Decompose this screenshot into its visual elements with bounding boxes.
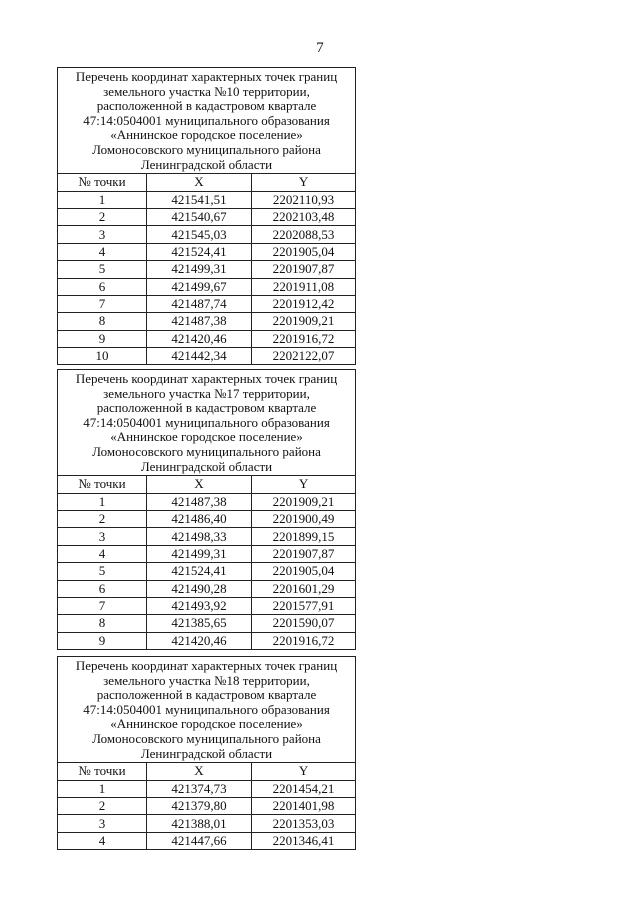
caption-line: «Аннинское городское поселение» xyxy=(110,429,303,445)
x-value-cell: 421487,38 xyxy=(147,493,252,510)
y-coordinate-header: Y xyxy=(252,476,356,493)
table-row xyxy=(58,278,356,295)
caption-line: Ленинградской области xyxy=(140,156,273,172)
point-number-cell: 2 xyxy=(58,208,147,225)
x-value-cell: 421498,33 xyxy=(147,528,252,545)
table-row xyxy=(58,208,356,225)
point-number-cell: 4 xyxy=(58,243,147,260)
y-value-cell: 2201905,04 xyxy=(252,243,356,260)
caption-line: земельного участка №10 территории, xyxy=(103,83,310,99)
caption-line: Перечень координат характерных точек границ xyxy=(75,658,338,673)
caption-line: земельного участка №17 территории, xyxy=(103,385,310,401)
y-value-cell: 2201590,07 xyxy=(252,615,356,632)
table-caption-row xyxy=(58,68,356,174)
coordinates-table-plot-18 xyxy=(57,656,356,850)
table-row xyxy=(58,580,356,597)
point-number-cell: 1 xyxy=(58,780,147,797)
table-row xyxy=(58,261,356,278)
x-value-cell: 421545,03 xyxy=(147,226,252,243)
x-value-cell: 421420,46 xyxy=(147,632,252,649)
x-coordinate-header: X xyxy=(147,174,252,191)
caption-line: «Аннинское городское поселение» xyxy=(110,716,303,732)
point-number-cell: 1 xyxy=(58,493,147,510)
caption-line: Ломоносовского муниципального района xyxy=(92,443,321,459)
point-number-cell: 9 xyxy=(58,330,147,347)
table-row xyxy=(58,563,356,580)
point-number-cell: 5 xyxy=(58,563,147,580)
x-value-cell: 421486,40 xyxy=(147,510,252,527)
y-coordinate-header: Y xyxy=(252,174,356,191)
x-value-cell: 421541,51 xyxy=(147,191,252,208)
x-value-cell: 421487,74 xyxy=(147,295,252,312)
caption-line: 47:14:0504001 муниципального образования xyxy=(83,701,330,717)
y-value-cell: 2202110,93 xyxy=(252,191,356,208)
y-value-cell: 2201907,87 xyxy=(252,261,356,278)
table-caption xyxy=(58,370,356,476)
y-value-cell: 2201909,21 xyxy=(252,493,356,510)
x-value-cell: 421385,65 xyxy=(147,615,252,632)
x-value-cell: 421499,31 xyxy=(147,261,252,278)
coordinates-table-plot-10 xyxy=(57,67,356,365)
table-row xyxy=(58,330,356,347)
point-number-header: № точки xyxy=(58,763,147,780)
caption-line: 47:14:0504001 муниципального образования xyxy=(83,112,330,128)
y-value-cell: 2201454,21 xyxy=(252,780,356,797)
table-row xyxy=(58,545,356,562)
table-header-row xyxy=(58,763,356,780)
x-value-cell: 421379,80 xyxy=(147,797,252,814)
y-value-cell: 2202088,53 xyxy=(252,226,356,243)
caption-line: расположенной в кадастровом квартале xyxy=(96,687,317,703)
caption-line: «Аннинское городское поселение» xyxy=(110,127,303,143)
table-row xyxy=(58,615,356,632)
table-caption-row xyxy=(58,657,356,763)
y-value-cell: 2201900,49 xyxy=(252,510,356,527)
y-value-cell: 2201907,87 xyxy=(252,545,356,562)
x-value-cell: 421524,41 xyxy=(147,563,252,580)
x-value-cell: 421540,67 xyxy=(147,208,252,225)
y-value-cell: 2202103,48 xyxy=(252,208,356,225)
y-value-cell: 2201905,04 xyxy=(252,563,356,580)
point-number-cell: 3 xyxy=(58,226,147,243)
point-number-cell: 5 xyxy=(58,261,147,278)
table-row xyxy=(58,348,356,365)
table-row xyxy=(58,528,356,545)
x-value-cell: 421420,46 xyxy=(147,330,252,347)
y-value-cell: 2201601,29 xyxy=(252,580,356,597)
x-coordinate-header: X xyxy=(147,476,252,493)
point-number-cell: 6 xyxy=(58,580,147,597)
caption-line: Перечень координат характерных точек границ xyxy=(75,371,338,386)
caption-line: расположенной в кадастровом квартале xyxy=(96,98,317,114)
y-value-cell: 2201909,21 xyxy=(252,313,356,330)
point-number-cell: 1 xyxy=(58,191,147,208)
point-number-cell: 8 xyxy=(58,313,147,330)
point-number-cell: 6 xyxy=(58,278,147,295)
y-value-cell: 2201577,91 xyxy=(252,597,356,614)
y-value-cell: 2201899,15 xyxy=(252,528,356,545)
y-value-cell: 2202122,07 xyxy=(252,348,356,365)
caption-line: Ленинградской области xyxy=(140,458,273,474)
x-value-cell: 421499,31 xyxy=(147,545,252,562)
point-number-cell: 2 xyxy=(58,510,147,527)
point-number-header: № точки xyxy=(58,174,147,191)
x-value-cell: 421374,73 xyxy=(147,780,252,797)
caption-line: 47:14:0504001 муниципального образования xyxy=(83,414,330,430)
table-row xyxy=(58,797,356,814)
page-number: 7 xyxy=(316,40,324,56)
table-row xyxy=(58,510,356,527)
caption-line: земельного участка №18 территории, xyxy=(103,672,310,688)
table-row xyxy=(58,226,356,243)
table-row xyxy=(58,243,356,260)
point-number-cell: 9 xyxy=(58,632,147,649)
x-value-cell: 421524,41 xyxy=(147,243,252,260)
x-value-cell: 421442,34 xyxy=(147,348,252,365)
y-value-cell: 2201353,03 xyxy=(252,815,356,832)
table-header-row xyxy=(58,174,356,191)
table-caption xyxy=(58,657,356,763)
table-row xyxy=(58,493,356,510)
table-row xyxy=(58,815,356,832)
table-header-row xyxy=(58,476,356,493)
caption-line: Перечень координат характерных точек границ xyxy=(75,69,338,84)
x-value-cell: 421493,92 xyxy=(147,597,252,614)
x-value-cell: 421487,38 xyxy=(147,313,252,330)
y-value-cell: 2201916,72 xyxy=(252,632,356,649)
table-row xyxy=(58,832,356,849)
table-caption-row xyxy=(58,370,356,476)
point-number-cell: 10 xyxy=(58,348,147,365)
point-number-cell: 3 xyxy=(58,815,147,832)
point-number-cell: 8 xyxy=(58,615,147,632)
x-value-cell: 421499,67 xyxy=(147,278,252,295)
x-value-cell: 421388,01 xyxy=(147,815,252,832)
x-coordinate-header: X xyxy=(147,763,252,780)
point-number-cell: 7 xyxy=(58,597,147,614)
y-value-cell: 2201916,72 xyxy=(252,330,356,347)
coordinates-table-plot-17 xyxy=(57,369,356,650)
point-number-cell: 7 xyxy=(58,295,147,312)
point-number-cell: 4 xyxy=(58,545,147,562)
point-number-cell: 2 xyxy=(58,797,147,814)
caption-line: Ленинградской области xyxy=(140,745,273,761)
table-caption xyxy=(58,68,356,174)
y-value-cell: 2201912,42 xyxy=(252,295,356,312)
table-row xyxy=(58,632,356,649)
caption-line: Ломоносовского муниципального района xyxy=(92,141,321,157)
point-number-header: № точки xyxy=(58,476,147,493)
y-coordinate-header: Y xyxy=(252,763,356,780)
y-value-cell: 2201911,08 xyxy=(252,278,356,295)
point-number-cell: 3 xyxy=(58,528,147,545)
table-row xyxy=(58,313,356,330)
x-value-cell: 421447,66 xyxy=(147,832,252,849)
table-row xyxy=(58,597,356,614)
table-row xyxy=(58,295,356,312)
caption-line: Ломоносовского муниципального района xyxy=(92,730,321,746)
y-value-cell: 2201401,98 xyxy=(252,797,356,814)
table-row xyxy=(58,191,356,208)
table-row xyxy=(58,780,356,797)
y-value-cell: 2201346,41 xyxy=(252,832,356,849)
x-value-cell: 421490,28 xyxy=(147,580,252,597)
point-number-cell: 4 xyxy=(58,832,147,849)
caption-line: расположенной в кадастровом квартале xyxy=(96,400,317,416)
